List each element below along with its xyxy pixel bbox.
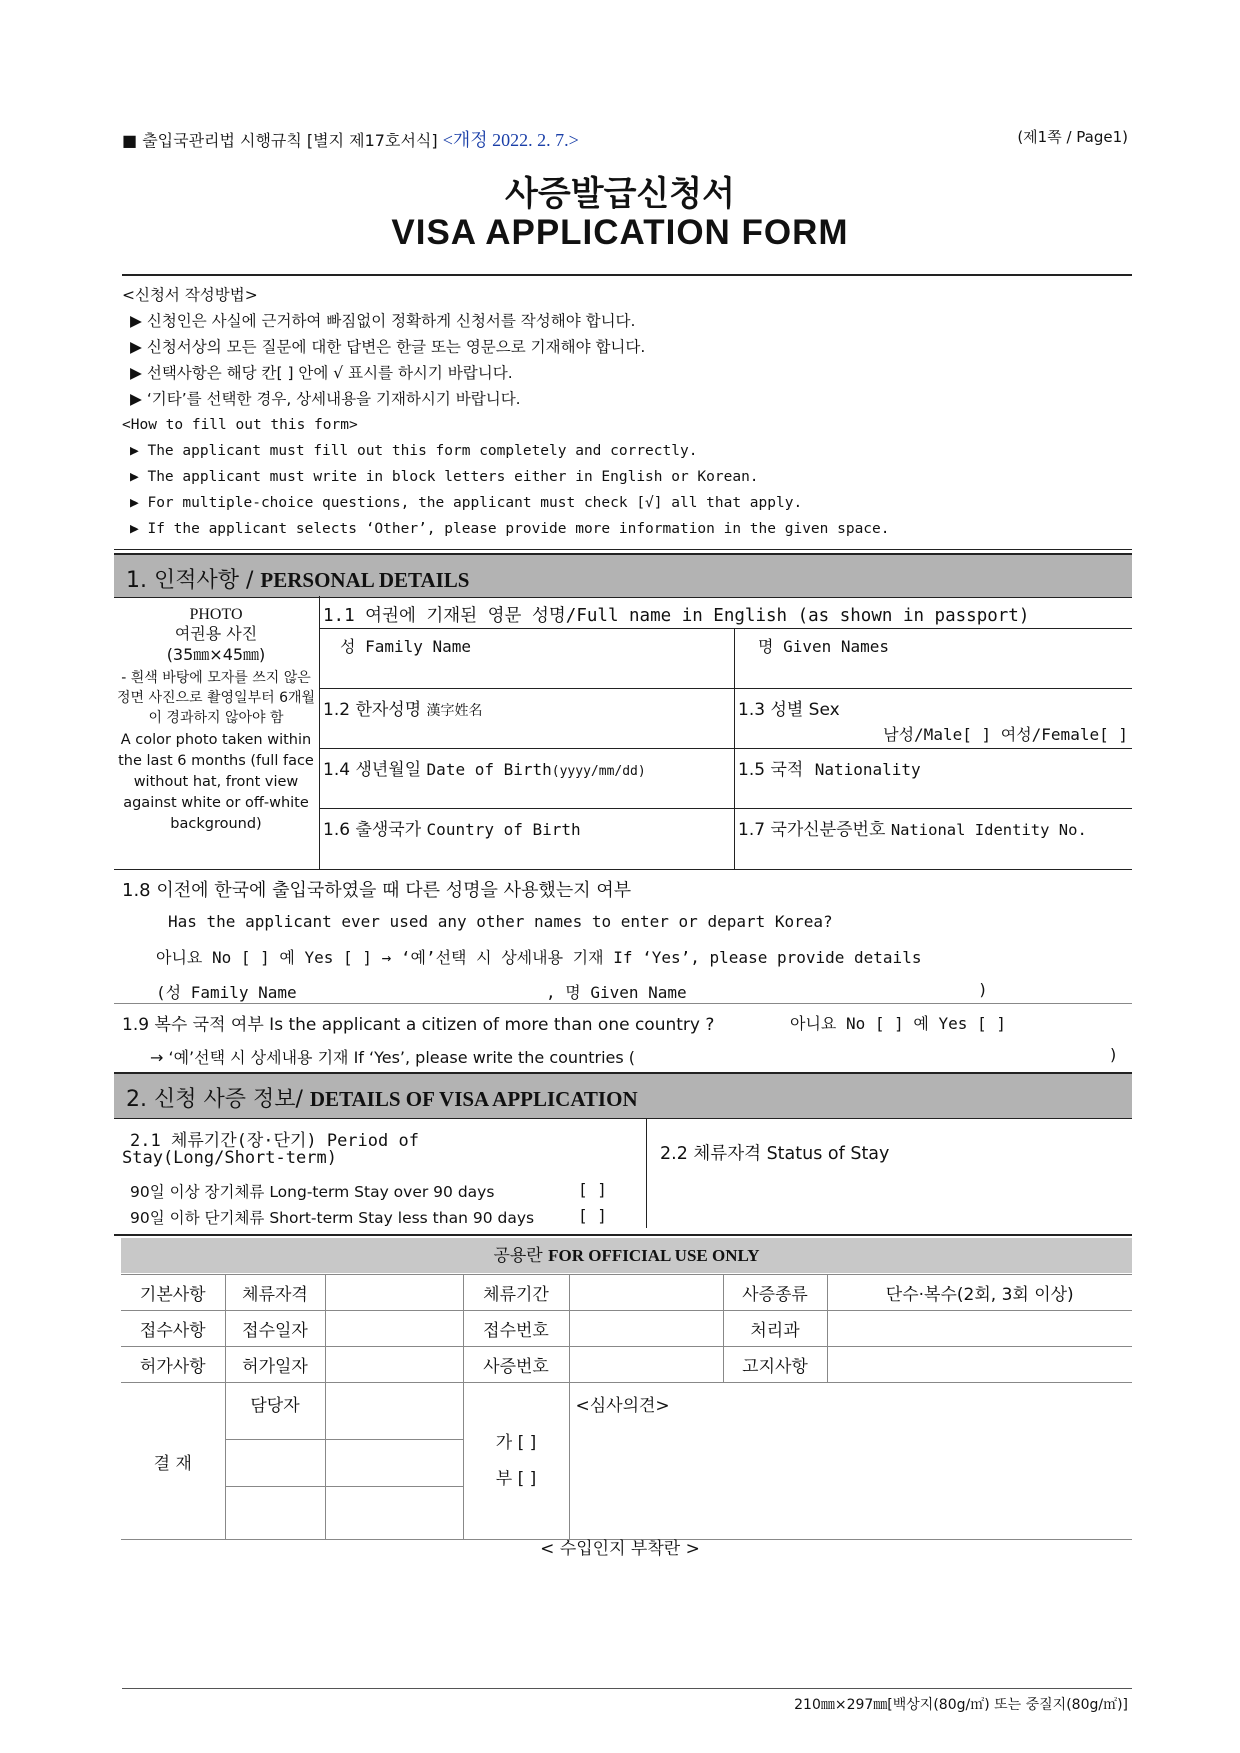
page-number: (제1쪽 / Page1) xyxy=(1017,128,1128,146)
other-given-name-input[interactable] xyxy=(690,976,970,1002)
approval-cell[interactable] xyxy=(325,1487,463,1540)
processing-dept-cell[interactable] xyxy=(827,1311,1132,1347)
visa-type-label: 사증종류 xyxy=(723,1275,827,1311)
instructions-heading-en: <How to fill out this form> xyxy=(122,417,358,433)
section-1-title: PERSONAL DETAILS xyxy=(260,568,470,592)
processing-dept-label: 처리과 xyxy=(723,1311,827,1347)
decision-cell xyxy=(463,1383,569,1540)
title-korean: 사증발급신청서 xyxy=(505,174,735,214)
field-1-8-options[interactable]: 아니요 No [ ] 예 Yes [ ] → ‘예’선택 시 상세내용 기재 If ‘Yes’, please provide details xyxy=(156,948,922,967)
instruction-ko-2: ▶ 신청서상의 모든 질문에 대한 답변은 한글 또는 영문으로 기재해야 합니다. xyxy=(130,338,646,356)
photo-note-ko: - 흰색 바탕에 모자를 쓰지 않은 정면 사진으로 촬영일부터 6개월이 경과하지 않아야 함 xyxy=(116,670,316,726)
permit-date-label: 허가일자 xyxy=(225,1347,325,1383)
visa-type-value: 단수·복수(2회, 3회 이상) xyxy=(827,1275,1132,1311)
family-name-label: 성 Family Name xyxy=(340,637,472,656)
instruction-ko-1: ▶ 신청인은 사실에 근거하여 빠짐없이 정확하게 신청서를 작성해야 합니다. xyxy=(130,312,636,330)
instruction-ko-3: ▶ 선택사항은 해당 칸[ ] 안에 √ 표시를 하시기 바랍니다. xyxy=(130,364,513,382)
field-1-9-detail-label: → ‘예’선택 시 상세내용 기재 If ‘Yes’, please write the countries ( xyxy=(150,1048,636,1067)
national-id-input[interactable] xyxy=(737,838,1130,866)
field-1-6-en: Country of Birth xyxy=(426,820,581,839)
short-term-option: 90일 이하 단기체류 Short-term Stay less than 90 days xyxy=(130,1209,535,1227)
other-family-name-label: (성 Family Name xyxy=(156,983,297,1002)
section-2-number: 2. 신청 사증 정보/ xyxy=(126,1087,310,1112)
status-of-stay-input[interactable] xyxy=(660,1170,1120,1220)
instructions-block xyxy=(122,282,890,542)
reject-checkbox[interactable]: 부 [ ] xyxy=(495,1469,537,1489)
field-1-4-en: Date of Birth xyxy=(426,760,552,779)
approve-checkbox[interactable]: 가 [ ] xyxy=(495,1433,537,1453)
review-opinion-cell[interactable] xyxy=(569,1383,1132,1540)
receipt-number-cell[interactable] xyxy=(569,1311,723,1347)
officer-label: 담당자 xyxy=(225,1383,325,1440)
table-row xyxy=(121,1383,1132,1440)
title-divider xyxy=(122,274,1132,276)
notice-label: 고지사항 xyxy=(723,1347,827,1383)
field-1-1-label: 1.1 여권에 기재된 영문 성명/Full name in English (as shown in passport) xyxy=(323,606,1030,626)
permit-date-cell[interactable] xyxy=(325,1347,463,1383)
short-term-checkbox[interactable]: [ ] xyxy=(578,1206,607,1225)
row-permit-label: 허가사항 xyxy=(121,1347,225,1383)
other-countries-input[interactable] xyxy=(760,1042,1100,1068)
section-visa-application-header xyxy=(114,1072,1132,1119)
title-english: VISA APPLICATION FORM xyxy=(391,213,849,252)
field-1-6-ko: 1.6 출생국가 xyxy=(323,820,422,840)
instruction-en-1: ▶ The applicant must fill out this form completely and correctly. xyxy=(130,443,698,459)
approval-cell[interactable] xyxy=(325,1440,463,1487)
officer-sign-cell[interactable] xyxy=(325,1383,463,1440)
field-2-1-label-a: 2.1 체류기간(장·단기) Period of xyxy=(130,1131,419,1151)
section-personal-details-header xyxy=(114,553,1132,598)
receipt-date-label: 접수일자 xyxy=(225,1311,325,1347)
period-label: 체류기간 xyxy=(463,1275,569,1311)
revenue-stamp-area-label: < 수입인지 부착란 > xyxy=(540,1539,700,1559)
instruction-en-2: ▶ The applicant must write in block letters either in English or Korean. xyxy=(130,469,759,485)
instruction-ko-4: ▶ ‘기타’를 선택한 경우, 상세내용을 기재하시기 바랍니다. xyxy=(130,390,521,408)
date-of-birth-input[interactable] xyxy=(322,778,732,806)
table-row xyxy=(121,1311,1132,1347)
nationality-input[interactable] xyxy=(737,778,1130,806)
row-receipt-label: 접수사항 xyxy=(121,1311,225,1347)
field-1-5-label xyxy=(738,755,921,780)
field-1-8-question: Has the applicant ever used any other names to enter or depart Korea? xyxy=(168,912,833,931)
revenue-stamp-area[interactable] xyxy=(440,1560,800,1680)
instructions-heading-ko: <신청서 작성방법> xyxy=(122,286,258,304)
official-use-header xyxy=(121,1238,1132,1273)
field-1-7-label xyxy=(738,815,1087,840)
countries-close: ) xyxy=(1110,1045,1117,1064)
field-1-9-question: 1.9 복수 국적 여부 Is the applicant a citizen of more than one country ? xyxy=(122,1015,715,1035)
field-1-2-ko: 1.2 한자성명 xyxy=(323,700,422,720)
instruction-en-3: ▶ For multiple-choice questions, the applicant must check [√] all that apply. xyxy=(130,495,803,511)
field-2-2-label: 2.2 체류자격 Status of Stay xyxy=(660,1144,890,1164)
long-term-option: 90일 이상 장기체류 Long-term Stay over 90 days xyxy=(130,1183,495,1201)
photo-note-en: A color photo taken within the last 6 months (full face without hat, front view against white or off-white background) xyxy=(118,732,314,832)
regulation-reference xyxy=(122,126,579,152)
field-1-4-label xyxy=(323,755,646,780)
field-1-3-label: 1.3 성별 Sex xyxy=(738,700,840,720)
photo-label: PHOTO xyxy=(189,606,243,623)
receipt-number-label: 접수번호 xyxy=(463,1311,569,1347)
country-of-birth-input[interactable] xyxy=(322,838,732,866)
given-names-label: 명 Given Names xyxy=(758,637,890,656)
table-row xyxy=(121,1347,1132,1383)
status-label: 체류자격 xyxy=(225,1275,325,1311)
official-title-en: FOR OFFICIAL USE ONLY xyxy=(548,1246,760,1265)
field-1-2-hanja: 漢字姓名 xyxy=(426,703,483,719)
other-names-close: ) xyxy=(978,980,988,999)
sex-options[interactable]: 남성/Male[ ] 여성/Female[ ] xyxy=(883,725,1128,744)
row-basic-label: 기본사항 xyxy=(121,1275,225,1311)
approval-label: 결 재 xyxy=(121,1383,225,1540)
family-name-input[interactable] xyxy=(322,650,732,686)
field-1-2-label xyxy=(323,695,483,720)
field-1-7-en: National Identity No. xyxy=(890,821,1087,839)
revision-date: <개정 2022. 2. 7.> xyxy=(442,130,579,150)
paper-spec: 210㎜×297㎜[백상지(80g/㎡) 또는 중질지(80g/㎡)] xyxy=(794,1697,1128,1713)
field-1-5-en: Nationality xyxy=(814,760,921,779)
other-given-name-label: , 명 Given Name xyxy=(546,983,687,1002)
field-1-8-title: 1.8 이전에 한국에 출입국하였을 때 다른 성명을 사용했는지 여부 xyxy=(122,880,632,901)
review-opinion-label: <심사의견> xyxy=(575,1396,670,1416)
long-term-checkbox[interactable]: [ ] xyxy=(578,1180,607,1199)
field-1-4-ko: 1.4 생년월일 xyxy=(323,760,422,780)
instruction-en-4: ▶ If the applicant selects ‘Other’, please provide more information in the given space. xyxy=(130,521,890,537)
period-cell[interactable] xyxy=(569,1275,723,1311)
photo-size: (35㎜×45㎜) xyxy=(166,645,266,664)
official-title-ko: 공용란 xyxy=(493,1246,549,1266)
field-1-6-label xyxy=(323,815,581,840)
notice-cell[interactable] xyxy=(827,1347,1132,1383)
table-row xyxy=(121,1275,1132,1311)
visa-number-label: 사증번호 xyxy=(463,1347,569,1383)
approval-cell[interactable] xyxy=(225,1487,325,1540)
field-1-7-ko: 1.7 국가신분증번호 xyxy=(738,820,886,840)
status-cell[interactable] xyxy=(325,1275,463,1311)
official-use-table xyxy=(121,1274,1132,1540)
field-1-5-ko: 1.5 국적 xyxy=(738,760,804,780)
approval-cell[interactable] xyxy=(225,1440,325,1487)
section-2-title: DETAILS OF VISA APPLICATION xyxy=(309,1087,638,1111)
given-names-input[interactable] xyxy=(737,650,1130,686)
field-1-9-options[interactable]: 아니요 No [ ] 예 Yes [ ] xyxy=(790,1014,1006,1033)
receipt-date-cell[interactable] xyxy=(325,1311,463,1347)
visa-number-cell[interactable] xyxy=(569,1347,723,1383)
photo-box xyxy=(116,606,316,835)
field-2-1-label-b: Stay(Long/Short-term) xyxy=(122,1148,337,1168)
other-family-name-input[interactable] xyxy=(300,976,540,1002)
date-format-hint: (yyyy/mm/dd) xyxy=(551,764,646,779)
hanja-name-input[interactable] xyxy=(322,718,732,746)
regulation-prefix: ■ 출입국관리법 시행규칙 [별지 제17호서식] xyxy=(122,131,438,150)
photo-label-ko: 여권용 사진 xyxy=(174,624,258,643)
section-1-number: 1. 인적사항 / xyxy=(126,568,261,593)
